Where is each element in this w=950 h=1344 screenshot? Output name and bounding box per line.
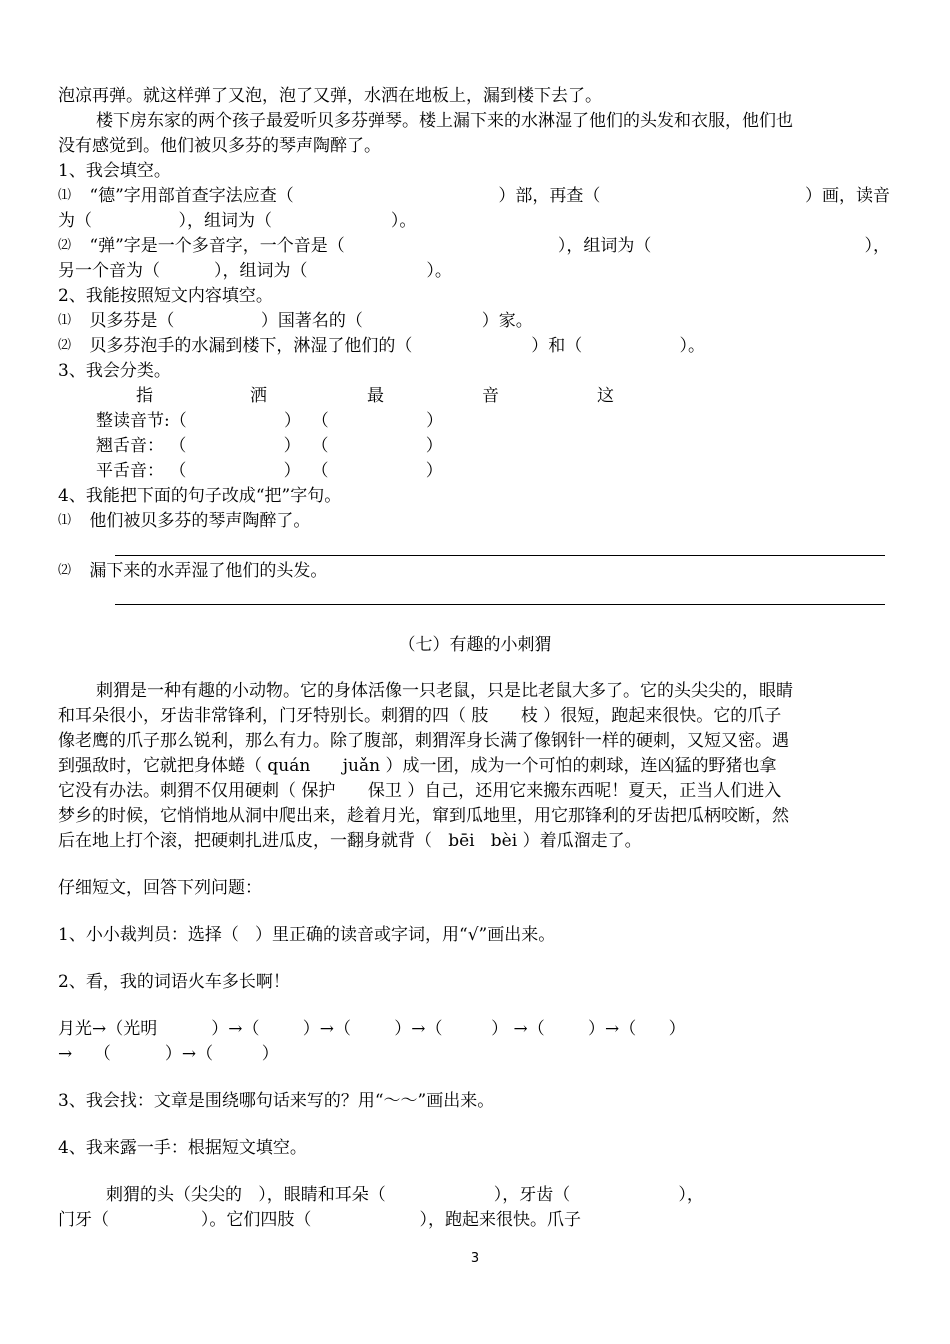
fill-blank-text: ）部，再查（ xyxy=(498,186,601,206)
passage-line: 没有感觉到。他们被贝多芬的琴声陶醉了。 xyxy=(58,136,381,156)
passage-line: 到强敌时，它就把身体蜷（ quán juǎn ）成一团，成为一个可怕的刺球，连凶猛的野猪也拿 xyxy=(58,756,777,776)
passage-line: 刺猬是一种有趣的小动物。它的身体活像一只老鼠，只是比老鼠大多了。它的头尖尖的，眼睛 xyxy=(96,681,793,701)
question-heading: 2、我能按照短文内容填空。 xyxy=(58,286,273,306)
item-number: ⑵ xyxy=(58,563,72,578)
question-heading: 3、我会分类。 xyxy=(58,361,171,381)
classify-row: 平舌音： （ ） （ ） xyxy=(96,461,443,481)
classify-char: 最 xyxy=(367,386,384,406)
word-train-line: 月光→（光明 ）→（ ）→（ ）→（ ） →（ ）→（ ） xyxy=(58,1019,686,1039)
classify-char: 指 xyxy=(136,386,153,406)
question-heading: 4、我能把下面的句子改成“把”字句。 xyxy=(58,486,342,506)
question: 3、我会找：文章是围绕哪句话来写的？用“～～”画出来。 xyxy=(58,1091,495,1111)
word-train-line: → （ ）→（ ） xyxy=(58,1044,279,1064)
fill-blank-line: 贝多芬是（ ）国著名的（ ）家。 xyxy=(84,311,533,331)
fill-blank-line: 贝多芬泡手的水漏到楼下，淋湿了他们的（ ）和（ ）。 xyxy=(84,336,706,356)
item-number: ⑴ xyxy=(58,513,72,528)
classify-char: 音 xyxy=(482,386,499,406)
fill-blank-line: 门牙（ ）。它们四肢（ ），跑起来很快。爪子 xyxy=(58,1210,581,1230)
answer-line[interactable] xyxy=(115,555,885,556)
passage-line: 像老鹰的爪子那么锐利，那么有力。除了腹部，刺猬浑身长满了像钢针一样的硬刺，又短又密。遇 xyxy=(58,731,789,751)
question: 1、小小裁判员：选择（ ）里正确的读音或字词，用“√”画出来。 xyxy=(58,925,556,945)
sentence: 漏下来的水弄湿了他们的头发。 xyxy=(84,561,328,581)
question-heading: 1、我会填空。 xyxy=(58,161,171,181)
item-number: ⑴ xyxy=(58,313,72,328)
fill-blank-line: 另一个音为（ ），组词为（ ）。 xyxy=(58,261,452,281)
classify-row: 整读音节:（ ） （ ） xyxy=(96,411,444,431)
item-number: ⑵ xyxy=(58,238,72,253)
classify-row: 翘舌音： （ ） （ ） xyxy=(96,436,443,456)
fill-blank-line xyxy=(84,184,890,208)
passage-line: 它没有办法。刺猬不仅用硬刺（ 保护 保卫 ）自己，还用它来搬东西呢！夏天，正当人们进入 xyxy=(58,781,782,801)
passage-line: 梦乡的时候，它悄悄地从洞中爬出来，趁着月光，窜到瓜地里，用它那锋利的牙齿把瓜柄咬断，然 xyxy=(58,806,789,826)
question: 2、看，我的词语火车多长啊！ xyxy=(58,972,290,992)
item-number: ⑴ xyxy=(58,188,72,203)
instructions: 仔细短文，回答下列问题： xyxy=(58,878,262,898)
passage-line: 泡凉再弹。就这样弹了又泡，泡了又弹，水洒在地板上，漏到楼下去了。 xyxy=(58,86,602,106)
item-number: ⑵ xyxy=(58,338,72,353)
fill-blank-line: 为（ ），组词为（ ）。 xyxy=(58,211,417,231)
passage-line: 和耳朵很小，牙齿非常锋利，门牙特别长。刺猬的四（ 肢 枝 ）很短，跑起来很快。它的爪子 xyxy=(58,706,782,726)
classify-char: 洒 xyxy=(250,386,267,406)
fill-blank-text: ），组词为（ xyxy=(557,236,652,256)
section-title: （七）有趣的小刺猬 xyxy=(398,635,552,655)
page-number: 3 xyxy=(470,1251,480,1266)
passage-line: 后在地上打个滚，把硬刺扎进瓜皮，一翻身就背（ bēi bèi ）着瓜溜走了。 xyxy=(58,831,642,851)
fill-blank-text: ）画，读音 xyxy=(804,186,890,206)
answer-line[interactable] xyxy=(115,604,885,605)
fill-blank-text: ）， xyxy=(864,236,890,256)
classify-char: 这 xyxy=(597,386,614,406)
question: 4、我来露一手：根据短文填空。 xyxy=(58,1138,307,1158)
fill-blank-line: 刺猬的头（尖尖的 ），眼睛和耳朵（ ），牙齿（ ）， xyxy=(106,1185,704,1205)
fill-blank-line xyxy=(84,234,890,258)
fill-blank-text: “弹”字是一个多音字，一个音是（ xyxy=(84,236,345,256)
sentence: 他们被贝多芬的琴声陶醉了。 xyxy=(84,511,311,531)
passage-line: 楼下房东家的两个孩子最爱听贝多芬弹琴。楼上漏下来的水淋湿了他们的头发和衣服，他们也 xyxy=(96,111,793,131)
fill-blank-text: “德”字用部首查字法应查（ xyxy=(84,186,294,206)
